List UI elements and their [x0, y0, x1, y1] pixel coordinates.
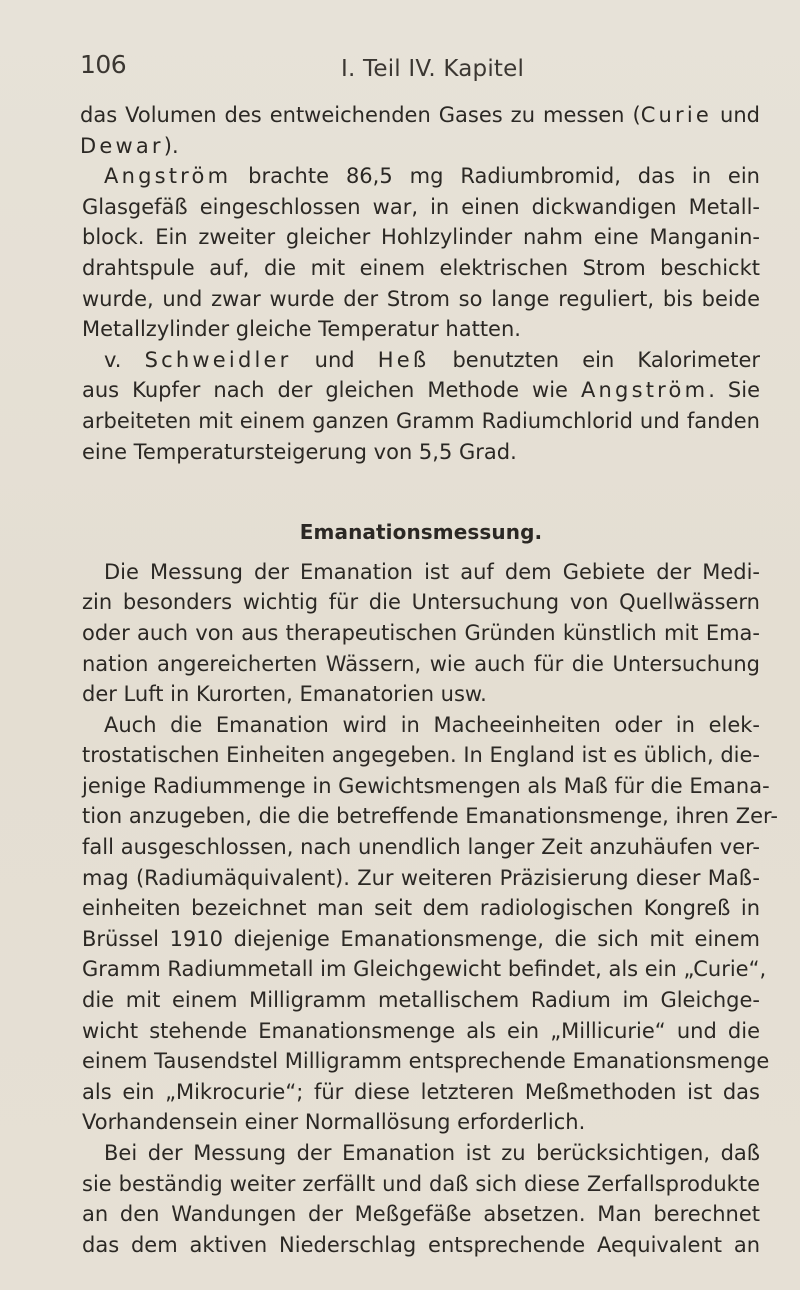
text-line: Vorhandensein einer Normallösung erforderlich.	[82, 1110, 586, 1135]
section-heading: Emanationsmessung.	[299, 520, 543, 545]
text-line: Die Messung der Emanation ist auf dem Gebiete der Medi-	[104, 559, 760, 584]
author-name-hess: Heß	[377, 347, 430, 372]
text-line: als ein „Mikrocurie“; für diese letzteren Meßmethoden ist das	[82, 1079, 760, 1104]
text-line: wurde, und zwar wurde der Strom so lange reguliert, bis beide	[82, 286, 760, 311]
text-line: arbeiteten mit einem ganzen Gramm Radiumchlorid und fanden	[82, 408, 760, 433]
text-line: Gramm Radiummetall im Gleichgewicht befindet, als ein „Curie“,	[82, 957, 767, 982]
author-name-curie: Curie	[640, 103, 713, 127]
body-text	[80, 100, 778, 1260]
text-line: oder auch von aus therapeutischen Gründen künstlich mit Ema-	[82, 620, 760, 645]
text-line: trostatischen Einheiten angegeben. In England ist es üblich, die-	[82, 743, 760, 768]
text-line: sie beständig weiter zerfällt und daß sich diese Zerfallsprodukte	[82, 1171, 760, 1196]
text-line: Dewar).	[80, 133, 179, 158]
text-line: block. Ein zweiter gleicher Hohlzylinder nahm eine Manganin-	[82, 225, 760, 250]
text-line: mag (Radiumäquivalent). Zur weiteren Präzisierung dieser Maß-	[82, 865, 760, 890]
page-number: 106	[80, 50, 127, 79]
running-head: I. Teil IV. Kapitel	[341, 56, 525, 82]
text-line: Angström brachte 86,5 mg Radiumbromid, das in ein	[104, 164, 760, 189]
text-line: tion anzugeben, die die betreffende Emanationsmenge, ihren Zer-	[82, 804, 778, 829]
author-name-schweidler: Schweidler	[144, 347, 292, 372]
text-line: v. Schweidler und Heß benutzten ein Kalorimeter	[104, 347, 760, 372]
text-line: der Luft in Kurorten, Emanatorien usw.	[82, 682, 487, 707]
text-line: aus Kupfer nach der gleichen Methode wie Angström. Sie	[82, 378, 760, 403]
text-line: eine Temperatursteigerung von 5,5 Grad.	[82, 439, 517, 464]
text-line: jenige Radiummenge in Gewichtsmengen als Maß für die Emana-	[82, 773, 770, 798]
author-name-angstroem-2: Angström	[580, 378, 709, 403]
author-name-angstroem: Angström	[104, 164, 232, 189]
text-line: Bei der Messung der Emanation ist zu berücksichtigen, daß	[104, 1141, 760, 1165]
text-line: Metallzylinder gleiche Temperatur hatten.	[82, 317, 521, 342]
section-gap	[82, 467, 760, 517]
text-line: drahtspule auf, die mit einem elektrischen Strom beschickt	[82, 255, 760, 280]
text-line: an den Wandungen der Meßgefäße absetzen. Man berechnet	[82, 1202, 760, 1227]
text-line: einheiten bezeichnet man seit dem radiologischen Kongreß in	[82, 896, 760, 921]
text-line: Auch die Emanation wird in Macheeinheiten oder in elek-	[104, 712, 760, 737]
text-line: zin besonders wichtig für die Untersuchung von Quellwässern	[82, 590, 760, 615]
text-line: das dem aktiven Niederschlag entsprechende Aequivalent an	[82, 1232, 760, 1257]
text-line: Glasgefäß eingeschlossen war, in einen dickwandigen Metall-	[82, 194, 760, 219]
text-line: das Volumen des entweichenden Gases zu messen (Curie und	[80, 103, 761, 127]
text-line: einem Tausendstel Milligramm entsprechende Emanationsmenge	[82, 1049, 770, 1074]
text-line: fall ausgeschlossen, nach unendlich langer Zeit anzuhäufen ver-	[82, 835, 760, 860]
text-line: wicht stehende Emanationsmenge als ein „Millicurie“ und die	[82, 1018, 760, 1043]
text-line: die mit einem Milligramm metallischem Radium im Gleichge-	[82, 988, 760, 1013]
text-line: Brüssel 1910 diejenige Emanationsmenge, die sich mit einem	[82, 926, 760, 951]
text-line: nation angereicherten Wässern, wie auch für die Untersuchung	[82, 651, 760, 676]
page-header	[0, 50, 800, 90]
author-name-dewar: Dewar	[80, 133, 164, 158]
